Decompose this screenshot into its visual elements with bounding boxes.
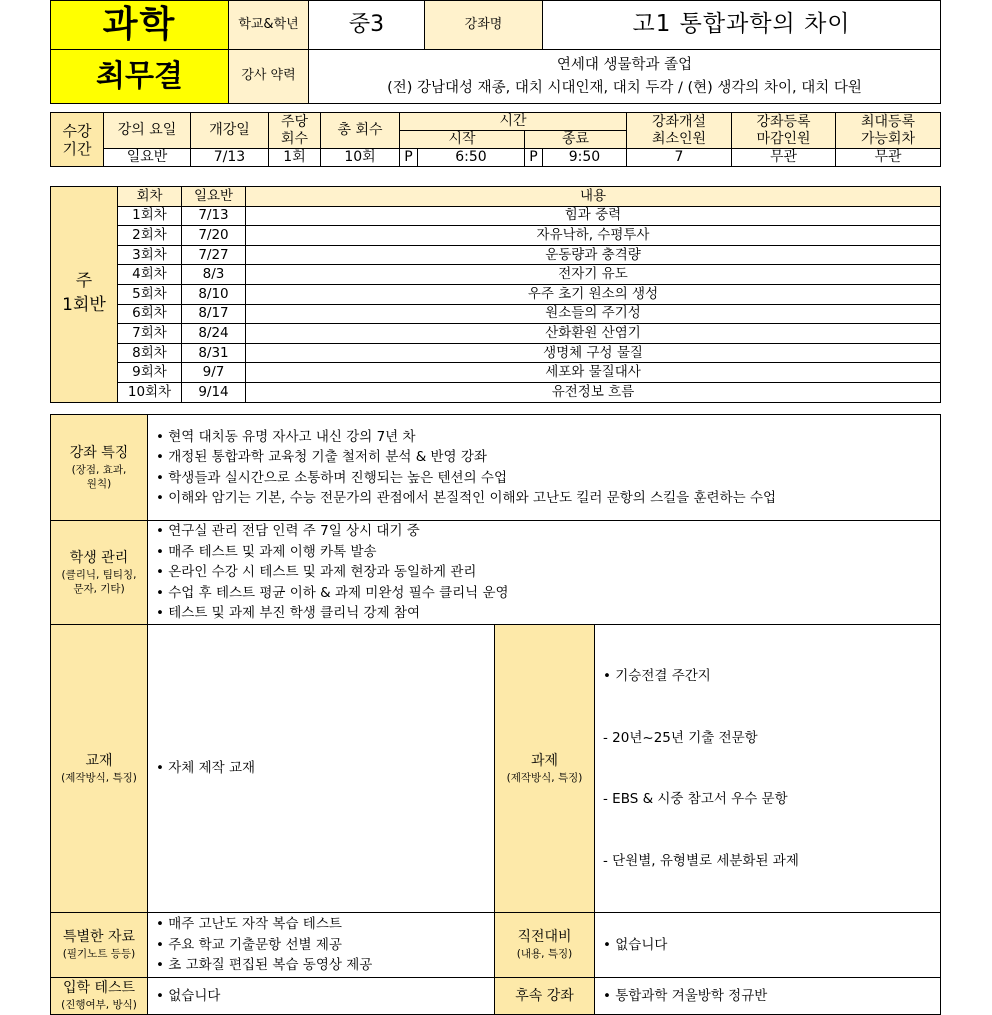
- weekly-count-header: 주당 회수: [269, 113, 321, 149]
- date-cell: 7/27: [182, 245, 246, 265]
- school-grade-value: 중3: [309, 1, 425, 50]
- homework-label: [495, 625, 595, 913]
- subject-title: 과학: [51, 1, 229, 50]
- date-cell: 9/14: [182, 382, 246, 402]
- table-row: [51, 265, 941, 285]
- day-header: 강의 요일: [104, 113, 191, 149]
- follow-up-list: [595, 978, 941, 1015]
- list-item: • 현역 대치동 유명 자사고 내신 강의 7년 차: [156, 428, 416, 445]
- list-item: • 연구실 관리 전담 인력 주 7일 상시 대기 중: [156, 523, 420, 540]
- start-date-value: 7/13: [191, 149, 269, 167]
- date-cell: 7/20: [182, 226, 246, 246]
- entrance-test-title: 입학 테스트: [62, 980, 136, 997]
- date-cell: 8/10: [182, 284, 246, 304]
- instructor-name: 최무결: [51, 50, 229, 104]
- period-label: 수강 기간: [51, 113, 104, 167]
- instructor-bio: [309, 50, 941, 104]
- content-cell: 힘과 중력: [246, 206, 941, 226]
- date-cell: 8/3: [182, 265, 246, 285]
- course-name-label: 강좌명: [425, 1, 543, 50]
- list-item: - 20년~25년 기출 전문항: [603, 729, 758, 746]
- end-time: 9:50: [543, 149, 627, 167]
- min-people-value: 7: [627, 149, 732, 167]
- total-value: 10회: [321, 149, 400, 167]
- time-end-header: 종료: [525, 131, 627, 149]
- follow-up-label: [495, 978, 595, 1015]
- session-cell: 5회차: [118, 284, 182, 304]
- bio-label: 강사 약력: [229, 50, 309, 104]
- session-cell: 4회차: [118, 265, 182, 285]
- entrance-test-sub: (진행여부, 방식): [61, 999, 137, 1012]
- materials-label: [51, 913, 148, 978]
- homework-title: 과제: [530, 752, 559, 769]
- date-cell: 8/17: [182, 304, 246, 324]
- homework-sub: (제작방식, 특징): [506, 771, 583, 784]
- session-cell: 7회차: [118, 324, 182, 344]
- features-list: [148, 415, 941, 521]
- final-prep-sub: (내용, 특징): [516, 948, 573, 961]
- follow-up-title: 후속 강좌: [515, 987, 574, 1004]
- deadline-value: 무관: [732, 149, 836, 167]
- textbook-sub: (제작방식, 특징): [61, 771, 137, 784]
- list-item: • 이해와 암기는 기본, 수능 전문가의 관점에서 본질적인 이해와 고난도 킬러 문항의 스킬을 훈련하는 수업: [156, 490, 777, 506]
- bio-line: 연세대 생물학과 졸업: [556, 57, 693, 74]
- session-header: 회차: [118, 187, 182, 207]
- time-start-header: 시작: [400, 131, 525, 149]
- course-name-value: 고1 통합과학의 차이: [543, 1, 941, 50]
- session-cell: 2회차: [118, 226, 182, 246]
- materials-title: 특별한 자료: [62, 929, 136, 946]
- session-cell: 9회차: [118, 363, 182, 383]
- list-item: - EBS & 시중 참고서 우수 문항: [603, 791, 788, 807]
- curriculum-table: [50, 186, 941, 403]
- start-time: 6:50: [418, 149, 525, 167]
- list-item: • 테스트 및 과제 부진 학생 클리닉 강제 참여: [156, 605, 420, 622]
- content-cell: 유전정보 흐름: [246, 382, 941, 402]
- list-item: • 학생들과 실시간으로 소통하며 진행되는 높은 텐션의 수업: [156, 469, 507, 486]
- details-table: [50, 414, 941, 1015]
- day-value: 일요반: [104, 149, 191, 167]
- management-list: [148, 521, 941, 625]
- textbook-list: [148, 625, 495, 913]
- content-cell: 전자기 유도: [246, 265, 941, 285]
- time-header: 시간: [400, 113, 627, 131]
- weekly-count-value: 1회: [269, 149, 321, 167]
- list-item: • 개정된 통합과학 교육청 기출 철저히 분석 & 반영 강좌: [156, 449, 487, 465]
- session-cell: 10회차: [118, 382, 182, 402]
- table-row: [51, 382, 941, 402]
- content-cell: 원소들의 주기성: [246, 304, 941, 324]
- table-row: [51, 284, 941, 304]
- date-cell: 8/24: [182, 324, 246, 344]
- date-cell: 7/13: [182, 206, 246, 226]
- start-ampm: P: [400, 149, 418, 167]
- materials-list: [148, 913, 495, 978]
- school-grade-label: 학교&학년: [229, 1, 309, 50]
- table-row: [51, 304, 941, 324]
- list-item: • 없습니다: [156, 987, 221, 1004]
- content-cell: 산화환원 산염기: [246, 324, 941, 344]
- entrance-test-label: [51, 978, 148, 1015]
- features-sub: (장점, 효과, 원칙): [71, 463, 127, 490]
- list-item: • 매주 고난도 자작 복습 테스트: [156, 916, 342, 933]
- session-cell: 8회차: [118, 343, 182, 363]
- features-label: [51, 415, 148, 521]
- curriculum-side-label: 주 1회반: [51, 187, 118, 403]
- start-date-header: 개강일: [191, 113, 269, 149]
- list-item: • 통합과학 겨울방학 정규반: [603, 987, 768, 1004]
- list-item: • 자체 제작 교재: [156, 760, 256, 777]
- session-cell: 1회차: [118, 206, 182, 226]
- day-col-header: 일요반: [182, 187, 246, 207]
- content-cell: 자유낙하, 수평투사: [246, 226, 941, 246]
- list-item: • 기승전결 주간지: [603, 668, 711, 684]
- session-cell: 6회차: [118, 304, 182, 324]
- list-item: • 주요 학교 기출문항 선별 제공: [156, 936, 342, 953]
- features-title: 강좌 특징: [69, 444, 129, 461]
- materials-sub: (필기노트 등등): [62, 948, 136, 961]
- final-prep-title: 직전대비: [517, 929, 572, 946]
- final-prep-list: [595, 913, 941, 978]
- content-cell: 생명체 구성 물질: [246, 343, 941, 363]
- entrance-test-list: [148, 978, 495, 1015]
- list-item: • 없습니다: [603, 936, 668, 953]
- textbook-title: 교재: [85, 752, 113, 769]
- date-cell: 9/7: [182, 363, 246, 383]
- table-row: [51, 324, 941, 344]
- content-cell: 운동량과 충격량: [246, 245, 941, 265]
- table-row: [51, 226, 941, 246]
- homework-list: [595, 625, 941, 913]
- header-table: [50, 0, 941, 104]
- total-header: 총 회수: [321, 113, 400, 149]
- list-item: • 온라인 수강 시 테스트 및 과제 현장과 동일하게 관리: [156, 564, 477, 581]
- final-prep-label: [495, 913, 595, 978]
- table-row: [51, 343, 941, 363]
- list-item: • 수업 후 테스트 평균 이하 & 과제 미완성 필수 클리닉 운영: [156, 584, 509, 601]
- schedule-table: [50, 112, 941, 167]
- list-item: - 단원별, 유형별로 세분화된 과제: [603, 852, 799, 869]
- list-item: • 초 고화질 편집된 복습 동영상 제공: [156, 957, 373, 974]
- min-people-header: 강좌개설 최소인원: [627, 113, 732, 149]
- bio-line: (전) 강남대성 재종, 대치 시대인재, 대치 두각 / (현) 생각의 차이, 대치 다원: [387, 79, 862, 96]
- textbook-label: [51, 625, 148, 913]
- max-sessions-value: 무관: [836, 149, 941, 167]
- session-cell: 3회차: [118, 245, 182, 265]
- management-title: 학생 관리: [69, 549, 129, 566]
- max-sessions-header: 최대등록 가능회차: [836, 113, 941, 149]
- content-cell: 우주 초기 원소의 생성: [246, 284, 941, 304]
- deadline-header: 강좌등록 마감인원: [732, 113, 836, 149]
- table-row: [51, 363, 941, 383]
- list-item: • 매주 테스트 및 과제 이행 카톡 발송: [156, 543, 377, 560]
- management-sub: (클리닉, 팀티칭, 문자, 기타): [61, 568, 137, 595]
- management-label: [51, 521, 148, 625]
- table-row: [51, 206, 941, 226]
- table-row: [51, 245, 941, 265]
- content-header: 내용: [246, 187, 941, 207]
- end-ampm: P: [525, 149, 543, 167]
- content-cell: 세포와 물질대사: [246, 363, 941, 383]
- date-cell: 8/31: [182, 343, 246, 363]
